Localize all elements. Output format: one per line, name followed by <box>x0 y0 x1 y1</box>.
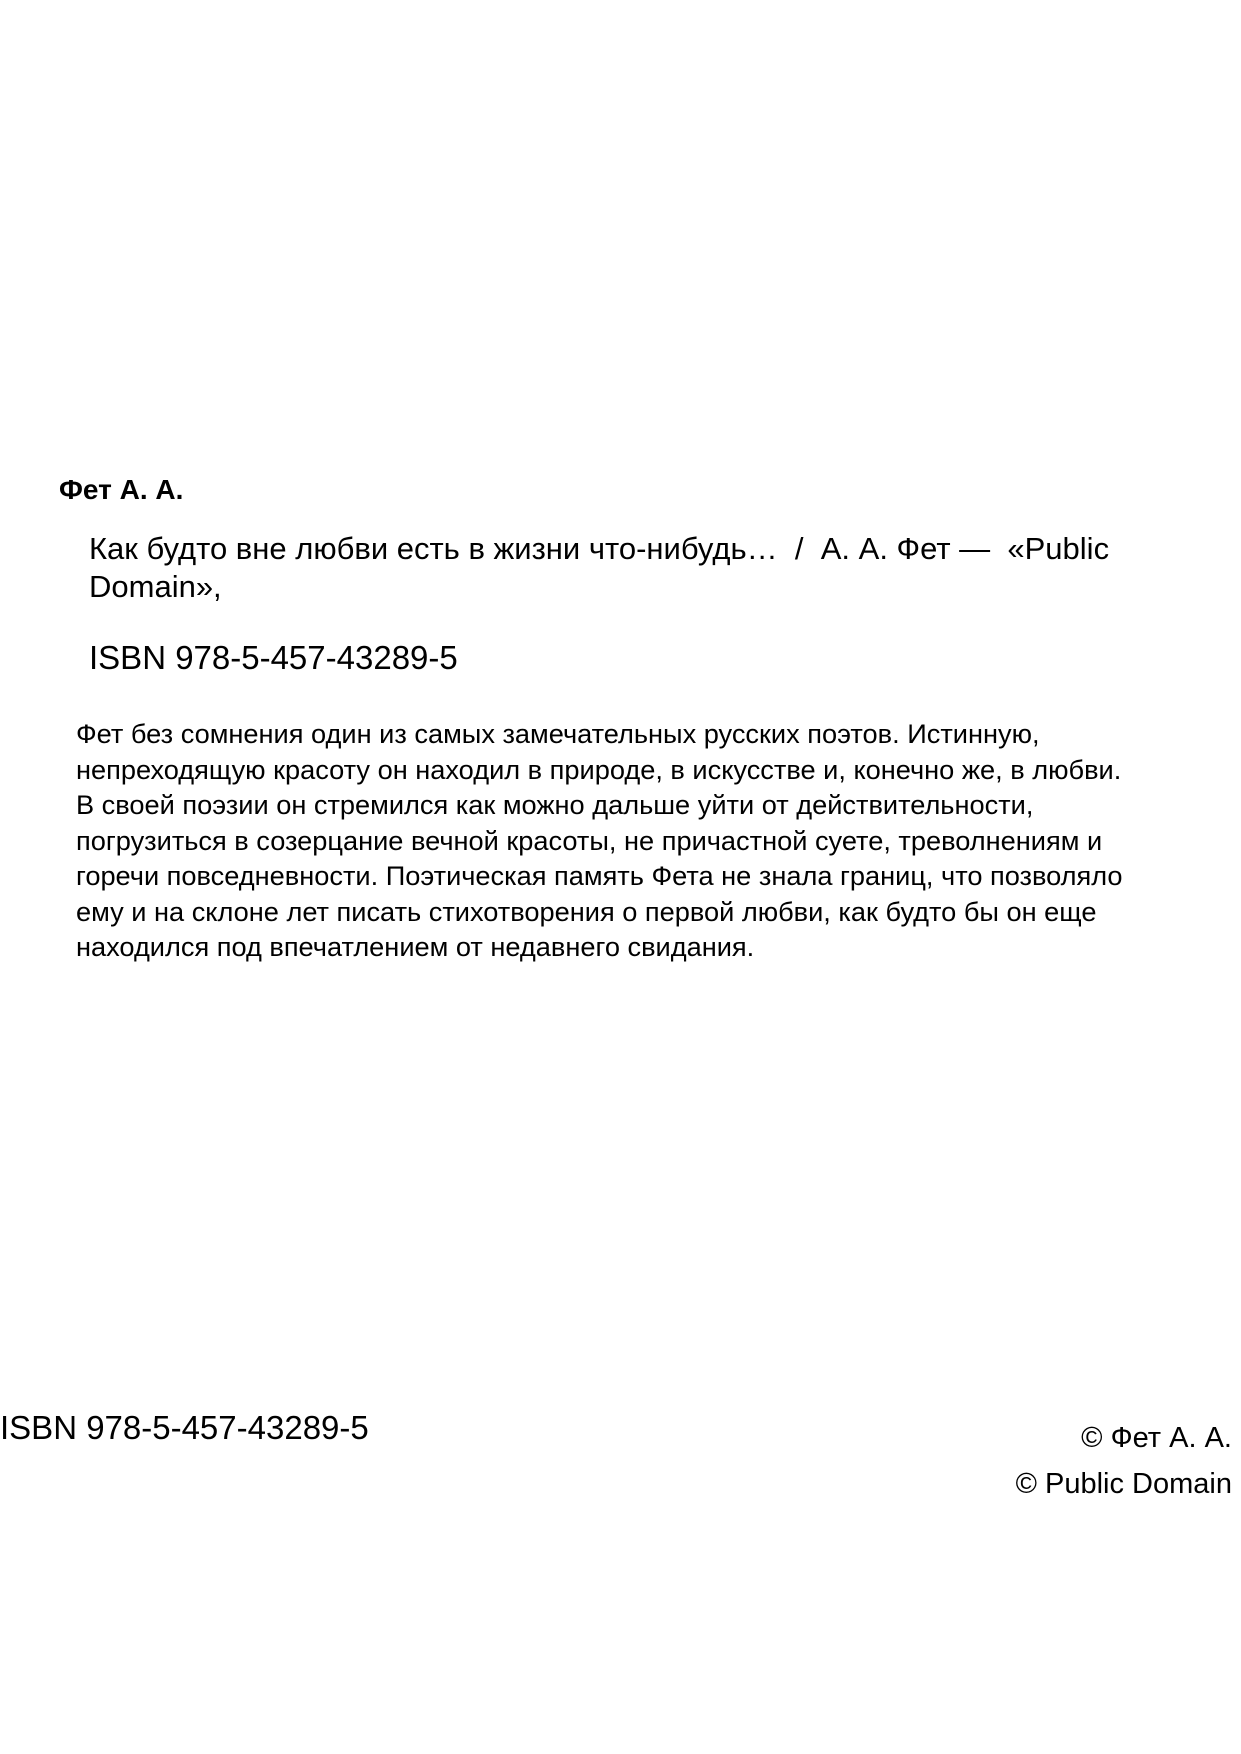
isbn-top: ISBN 978-5-457-43289-5 <box>89 639 458 676</box>
copyright-author: © Фет А. А. <box>1081 1422 1232 1454</box>
citation-spacer <box>778 531 795 566</box>
annotation-line: Фет без сомнения один из самых замечательных русских поэтов. Истинную, <box>76 718 1040 749</box>
annotation-line: горечи повседневности. Поэтическая память Фета не знала границ, что позволяло <box>76 860 1123 891</box>
copyright-block <box>1016 1415 1232 1507</box>
author-heading: Фет А. А. <box>59 474 184 505</box>
annotation-text <box>76 716 1236 965</box>
citation-slash: / <box>794 531 804 566</box>
isbn-bottom: ISBN 978-5-457-43289-5 <box>0 1409 369 1446</box>
annotation-line: находился под впечатлением от недавнего свидания. <box>76 931 755 962</box>
copyright-publisher: © Public Domain <box>1015 1468 1232 1500</box>
annotation-line: ему и на склоне лет писать стихотворения о первой любви, как будто бы он еще <box>76 895 1097 927</box>
citation-spacer <box>804 531 821 566</box>
annotation-line: непреходящую красоту он находил в природе, в искусстве и, конечно же, в любви. <box>76 753 1122 785</box>
annotation-line: В своей поэзии он стремился как можно дальше уйти от действительности, <box>76 789 1034 820</box>
bibliographic-citation <box>89 530 1199 606</box>
citation-spacer <box>951 531 960 566</box>
citation-dash: — <box>959 531 991 566</box>
annotation-line: погрузиться в созерцание вечной красоты, не причастной суете, треволнениям и <box>76 824 1103 856</box>
citation-title: Как будто вне любви есть в жизни что-нибудь… <box>89 531 778 566</box>
citation-author: А. А. Фет <box>820 531 951 566</box>
citation-spacer <box>990 531 1007 566</box>
citation-publisher: «Public Domain», <box>89 531 1110 604</box>
